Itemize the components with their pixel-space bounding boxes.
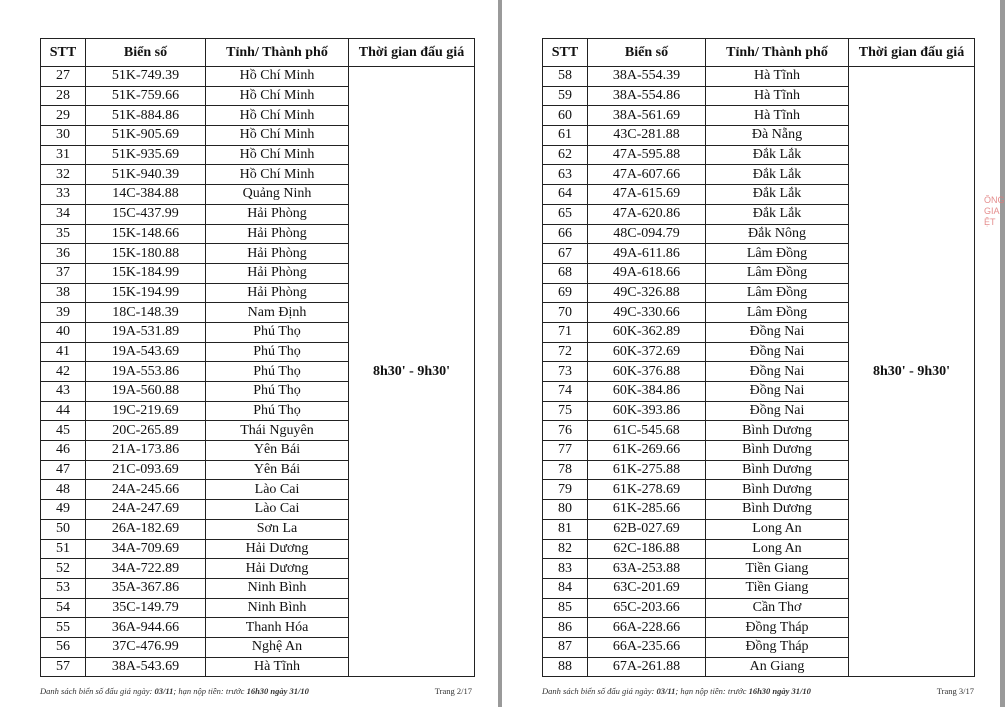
cell-province: Yên Bái (206, 460, 349, 480)
cell-province: Đắk Nông (706, 224, 849, 244)
cell-plate: 19C-219.69 (86, 401, 206, 421)
cell-plate: 66A-228.66 (588, 618, 706, 638)
cell-stt: 47 (41, 460, 86, 480)
cell-plate: 51K-749.39 (86, 67, 206, 87)
cell-province: Đồng Nai (706, 362, 849, 382)
cell-province: Hà Tĩnh (706, 86, 849, 106)
cell-stt: 42 (41, 362, 86, 382)
cell-province: Hải Phòng (206, 283, 349, 303)
cell-plate: 38A-554.39 (588, 67, 706, 87)
cell-province: Hồ Chí Minh (206, 126, 349, 146)
header-stt: STT (41, 39, 86, 67)
cell-stt: 28 (41, 86, 86, 106)
cell-plate: 38A-554.86 (588, 86, 706, 106)
footer-text-2: ; hạn nộp tiền: trước (173, 686, 247, 696)
table-header-row (543, 39, 975, 67)
cell-province: Đồng Nai (706, 382, 849, 402)
cell-province: Thanh Hóa (206, 618, 349, 638)
cell-province: Đồng Tháp (706, 637, 849, 657)
cell-province: Lâm Đồng (706, 244, 849, 264)
footer-right (542, 686, 974, 696)
cell-stt: 58 (543, 67, 588, 87)
cell-stt: 49 (41, 500, 86, 520)
cell-plate: 61K-285.66 (588, 500, 706, 520)
page-right (502, 0, 1005, 707)
footer-left (40, 686, 472, 696)
cell-province: Hồ Chí Minh (206, 106, 349, 126)
cell-province: Hồ Chí Minh (206, 145, 349, 165)
cell-stt: 59 (543, 86, 588, 106)
cell-stt: 69 (543, 283, 588, 303)
cell-province: Hải Phòng (206, 204, 349, 224)
cell-stt: 74 (543, 382, 588, 402)
cell-province: Đắk Lắk (706, 204, 849, 224)
cell-stt: 62 (543, 145, 588, 165)
cell-province: Cần Thơ (706, 598, 849, 618)
cell-province: Thái Nguyên (206, 421, 349, 441)
cell-stt: 65 (543, 204, 588, 224)
cell-plate: 35A-367.86 (86, 578, 206, 598)
cell-stt: 86 (543, 618, 588, 638)
cell-province: Đắk Lắk (706, 165, 849, 185)
cell-province: Lâm Đồng (706, 283, 849, 303)
cell-stt: 85 (543, 598, 588, 618)
cell-plate: 49A-618.66 (588, 263, 706, 283)
cell-plate: 47A-595.88 (588, 145, 706, 165)
cell-province: Tiền Giang (706, 578, 849, 598)
cell-province: Sơn La (206, 519, 349, 539)
header-province: Tỉnh/ Thành phố (206, 39, 349, 67)
cell-province: Bình Dương (706, 500, 849, 520)
cell-province: Phú Thọ (206, 342, 349, 362)
cell-stt: 44 (41, 401, 86, 421)
cell-province: Đà Nẵng (706, 126, 849, 146)
cell-province: Hải Phòng (206, 244, 349, 264)
cell-stt: 82 (543, 539, 588, 559)
cell-province: Phú Thọ (206, 401, 349, 421)
cell-auction-time: 8h30' - 9h30' (849, 67, 975, 677)
cell-plate: 19A-531.89 (86, 322, 206, 342)
red-stamp-fragment: ÔNG GIA ỆT (984, 195, 1005, 227)
cell-province: Bình Dương (706, 441, 849, 461)
cell-plate: 63A-253.88 (588, 559, 706, 579)
plates-table-right (542, 38, 975, 677)
cell-stt: 35 (41, 224, 86, 244)
plates-table-left (40, 38, 475, 677)
cell-plate: 34A-722.89 (86, 559, 206, 579)
cell-stt: 60 (543, 106, 588, 126)
cell-stt: 51 (41, 539, 86, 559)
cell-province: Hà Tĩnh (206, 657, 349, 677)
cell-plate: 67A-261.88 (588, 657, 706, 677)
cell-plate: 47A-615.69 (588, 185, 706, 205)
cell-province: Đồng Nai (706, 401, 849, 421)
footer-text: Danh sách biển số đấu giá ngày: (542, 686, 657, 696)
cell-plate: 15K-148.66 (86, 224, 206, 244)
cell-plate: 60K-372.69 (588, 342, 706, 362)
cell-stt: 53 (41, 578, 86, 598)
cell-stt: 34 (41, 204, 86, 224)
cell-province: Bình Dương (706, 421, 849, 441)
cell-plate: 38A-543.69 (86, 657, 206, 677)
cell-plate: 15K-180.88 (86, 244, 206, 264)
cell-plate: 66A-235.66 (588, 637, 706, 657)
cell-plate: 20C-265.89 (86, 421, 206, 441)
cell-stt: 57 (41, 657, 86, 677)
cell-stt: 80 (543, 500, 588, 520)
cell-plate: 61K-269.66 (588, 441, 706, 461)
page-number: Trang 2/17 (434, 686, 472, 696)
cell-stt: 37 (41, 263, 86, 283)
cell-plate: 51K-759.66 (86, 86, 206, 106)
cell-plate: 60K-384.86 (588, 382, 706, 402)
cell-province: Tiền Giang (706, 559, 849, 579)
cell-stt: 56 (41, 637, 86, 657)
cell-plate: 48C-094.79 (588, 224, 706, 244)
cell-stt: 50 (41, 519, 86, 539)
cell-plate: 21C-093.69 (86, 460, 206, 480)
cell-plate: 62B-027.69 (588, 519, 706, 539)
cell-plate: 19A-543.69 (86, 342, 206, 362)
cell-stt: 72 (543, 342, 588, 362)
cell-plate: 24A-247.69 (86, 500, 206, 520)
cell-province: An Giang (706, 657, 849, 677)
cell-province: Nam Định (206, 303, 349, 323)
cell-province: Long An (706, 519, 849, 539)
cell-plate: 15K-184.99 (86, 263, 206, 283)
cell-province: Phú Thọ (206, 362, 349, 382)
cell-stt: 68 (543, 263, 588, 283)
footer-text: Danh sách biển số đấu giá ngày: (40, 686, 155, 696)
cell-plate: 49C-330.66 (588, 303, 706, 323)
cell-plate: 43C-281.88 (588, 126, 706, 146)
cell-plate: 60K-376.88 (588, 362, 706, 382)
cell-stt: 33 (41, 185, 86, 205)
cell-plate: 14C-384.88 (86, 185, 206, 205)
cell-stt: 32 (41, 165, 86, 185)
cell-plate: 38A-561.69 (588, 106, 706, 126)
cell-stt: 81 (543, 519, 588, 539)
cell-province: Hải Dương (206, 559, 349, 579)
cell-plate: 62C-186.88 (588, 539, 706, 559)
cell-stt: 70 (543, 303, 588, 323)
cell-auction-time: 8h30' - 9h30' (349, 67, 475, 677)
cell-province: Long An (706, 539, 849, 559)
cell-province: Hồ Chí Minh (206, 67, 349, 87)
cell-plate: 60K-362.89 (588, 322, 706, 342)
cell-province: Nghệ An (206, 637, 349, 657)
cell-plate: 21A-173.86 (86, 441, 206, 461)
cell-plate: 26A-182.69 (86, 519, 206, 539)
cell-plate: 19A-560.88 (86, 382, 206, 402)
footer-deadline: 16h30 ngày 31/10 (748, 686, 811, 696)
cell-plate: 51K-940.39 (86, 165, 206, 185)
cell-plate: 65C-203.66 (588, 598, 706, 618)
cell-province: Yên Bái (206, 441, 349, 461)
header-plate: Biển số (588, 39, 706, 67)
cell-plate: 19A-553.86 (86, 362, 206, 382)
cell-stt: 61 (543, 126, 588, 146)
cell-stt: 46 (41, 441, 86, 461)
cell-province: Hà Tĩnh (706, 106, 849, 126)
table-header-row (41, 39, 475, 67)
cell-province: Phú Thọ (206, 322, 349, 342)
cell-province: Hải Phòng (206, 263, 349, 283)
cell-plate: 34A-709.69 (86, 539, 206, 559)
cell-stt: 67 (543, 244, 588, 264)
cell-province: Lào Cai (206, 500, 349, 520)
cell-stt: 45 (41, 421, 86, 441)
cell-province: Phú Thọ (206, 382, 349, 402)
cell-plate: 24A-245.66 (86, 480, 206, 500)
cell-province: Lâm Đồng (706, 263, 849, 283)
header-plate: Biển số (86, 39, 206, 67)
cell-stt: 36 (41, 244, 86, 264)
cell-plate: 47A-607.66 (588, 165, 706, 185)
cell-stt: 73 (543, 362, 588, 382)
cell-stt: 30 (41, 126, 86, 146)
cell-province: Bình Dương (706, 480, 849, 500)
cell-province: Hà Tĩnh (706, 67, 849, 87)
cell-plate: 49A-611.86 (588, 244, 706, 264)
cell-province: Đắk Lắk (706, 145, 849, 165)
footer-date: 03/11 (154, 686, 174, 696)
cell-stt: 29 (41, 106, 86, 126)
cell-province: Hồ Chí Minh (206, 165, 349, 185)
cell-stt: 41 (41, 342, 86, 362)
cell-stt: 64 (543, 185, 588, 205)
cell-plate: 36A-944.66 (86, 618, 206, 638)
footer-text-2: ; hạn nộp tiền: trước (675, 686, 749, 696)
cell-province: Hải Dương (206, 539, 349, 559)
cell-plate: 61K-278.69 (588, 480, 706, 500)
cell-stt: 76 (543, 421, 588, 441)
cell-stt: 88 (543, 657, 588, 677)
table-row (41, 67, 475, 87)
cell-stt: 54 (41, 598, 86, 618)
header-province: Tỉnh/ Thành phố (706, 39, 849, 67)
cell-stt: 27 (41, 67, 86, 87)
cell-province: Đắk Lắk (706, 185, 849, 205)
cell-stt: 38 (41, 283, 86, 303)
cell-stt: 40 (41, 322, 86, 342)
cell-province: Đồng Nai (706, 342, 849, 362)
cell-province: Ninh Bình (206, 578, 349, 598)
cell-stt: 83 (543, 559, 588, 579)
cell-stt: 79 (543, 480, 588, 500)
cell-stt: 43 (41, 382, 86, 402)
cell-province: Lâm Đồng (706, 303, 849, 323)
cell-plate: 63C-201.69 (588, 578, 706, 598)
cell-stt: 63 (543, 165, 588, 185)
cell-stt: 84 (543, 578, 588, 598)
cell-province: Đồng Tháp (706, 618, 849, 638)
cell-plate: 37C-476.99 (86, 637, 206, 657)
cell-plate: 61C-545.68 (588, 421, 706, 441)
header-auction-time: Thời gian đấu giá (849, 39, 975, 67)
page-number: Trang 3/17 (936, 686, 974, 696)
cell-province: Lào Cai (206, 480, 349, 500)
header-auction-time: Thời gian đấu giá (349, 39, 475, 67)
cell-plate: 51K-905.69 (86, 126, 206, 146)
page-left (0, 0, 498, 707)
cell-stt: 39 (41, 303, 86, 323)
cell-stt: 48 (41, 480, 86, 500)
cell-stt: 78 (543, 460, 588, 480)
cell-plate: 18C-148.39 (86, 303, 206, 323)
cell-province: Hải Phòng (206, 224, 349, 244)
cell-plate: 49C-326.88 (588, 283, 706, 303)
cell-plate: 60K-393.86 (588, 401, 706, 421)
cell-stt: 71 (543, 322, 588, 342)
cell-province: Ninh Bình (206, 598, 349, 618)
cell-stt: 77 (543, 441, 588, 461)
cell-plate: 51K-935.69 (86, 145, 206, 165)
footer-deadline: 16h30 ngày 31/10 (246, 686, 309, 696)
header-stt: STT (543, 39, 588, 67)
cell-plate: 61K-275.88 (588, 460, 706, 480)
cell-plate: 15K-194.99 (86, 283, 206, 303)
cell-stt: 87 (543, 637, 588, 657)
cell-stt: 66 (543, 224, 588, 244)
cell-stt: 31 (41, 145, 86, 165)
cell-plate: 15C-437.99 (86, 204, 206, 224)
table-row (543, 67, 975, 87)
cell-plate: 51K-884.86 (86, 106, 206, 126)
footer-date: 03/11 (656, 686, 676, 696)
cell-province: Hồ Chí Minh (206, 86, 349, 106)
cell-province: Đồng Nai (706, 322, 849, 342)
cell-stt: 75 (543, 401, 588, 421)
cell-province: Quảng Ninh (206, 185, 349, 205)
cell-plate: 47A-620.86 (588, 204, 706, 224)
cell-plate: 35C-149.79 (86, 598, 206, 618)
cell-province: Bình Dương (706, 460, 849, 480)
cell-stt: 52 (41, 559, 86, 579)
cell-stt: 55 (41, 618, 86, 638)
